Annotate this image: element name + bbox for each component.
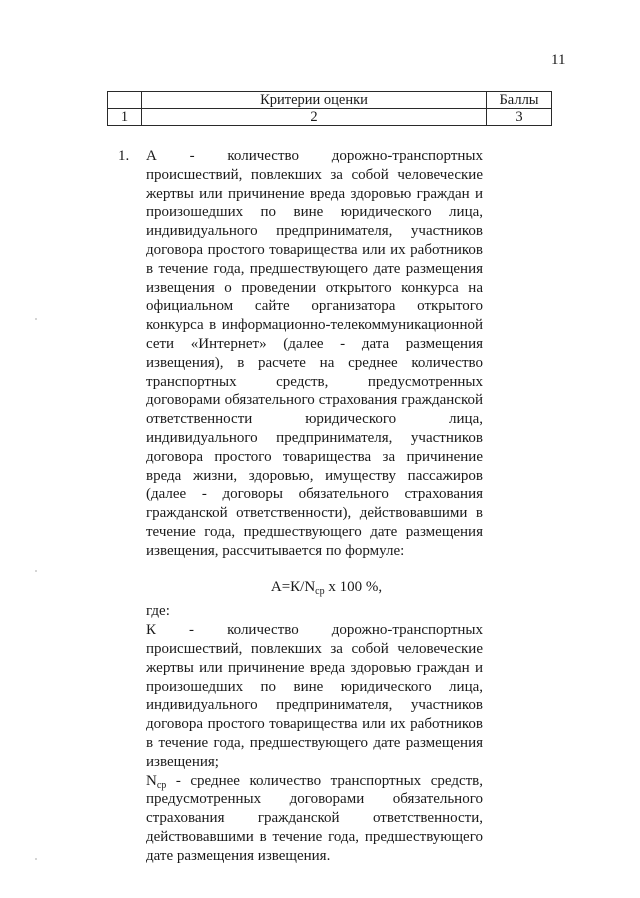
item-number: 1. bbox=[118, 148, 130, 164]
header-score-cell: Баллы bbox=[487, 92, 552, 109]
definition-k: К - количество дорожно-транспортных происшествий, повлекших за собой человеческие жертвы или причинение вреда здоровью граждан и произошедших по вине юридического лица, индивидуального предпринимателя, участников договора простого товарищества или их работников в течение года, предшествующего дате размещения извещения; bbox=[146, 622, 483, 770]
header-criteria-cell: Критерии оценки bbox=[142, 92, 487, 109]
formula-prefix: А=К/N bbox=[270, 578, 316, 595]
header-blank-cell bbox=[108, 92, 142, 109]
scan-artifact-dot bbox=[35, 570, 37, 572]
column-number-1: 1 bbox=[108, 109, 142, 126]
item-content bbox=[146, 147, 483, 865]
item-main-paragraph: А - количество дорожно-транспортных происшествий, повлекших за собой человеческие жертвы или причинение вреда здоровью граждан и произошедших по вине юридического лица, индивидуального предпринимателя, участников договора простого товарищества или их работников в течение года, предшествующего дате размещения извещения о проведении открытого конкурса на официальном сайте организатора открытого конкурса в информационно-телекоммуникационной сети «Интернет» (далее - дата размещения извещения), в расчете на среднее количество транспортных средств, предусмотренных договорами обязательного страхования гражданской ответственности юридического лица, индивидуального предпринимателя, участников договора простого товарищества за причинение вреда жизни, здоровью, имуществу пассажиров (далее - договоры обязательного страхования гражданской ответственности), действовавшими в течение года, предшествующего дате размещения извещения, рассчитывается по формуле: bbox=[146, 148, 483, 559]
formula-suffix: х 100 %, bbox=[324, 578, 383, 595]
column-number-3: 3 bbox=[487, 109, 552, 126]
formula bbox=[146, 578, 483, 597]
table-column-numbers-row bbox=[108, 109, 552, 126]
page-number: 11 bbox=[551, 52, 566, 68]
definition-n-subscript: ср bbox=[156, 779, 167, 791]
scan-artifact-dot bbox=[35, 318, 37, 320]
criteria-table bbox=[107, 91, 552, 126]
formula-subscript: ср bbox=[315, 585, 325, 597]
definition-n-text: - среднее количество транспортных средств, предусмотренных договорами обязательного страхования гражданской ответственности, действовавшими в течение года, предшествующего дате размещения извещения. bbox=[146, 772, 483, 864]
definition-n-symbol: N bbox=[146, 772, 157, 789]
scan-artifact-dot bbox=[35, 858, 37, 860]
where-label: где: bbox=[146, 603, 170, 620]
column-number-2: 2 bbox=[142, 109, 487, 126]
definition-n bbox=[146, 772, 483, 866]
table-header-row bbox=[108, 92, 552, 109]
